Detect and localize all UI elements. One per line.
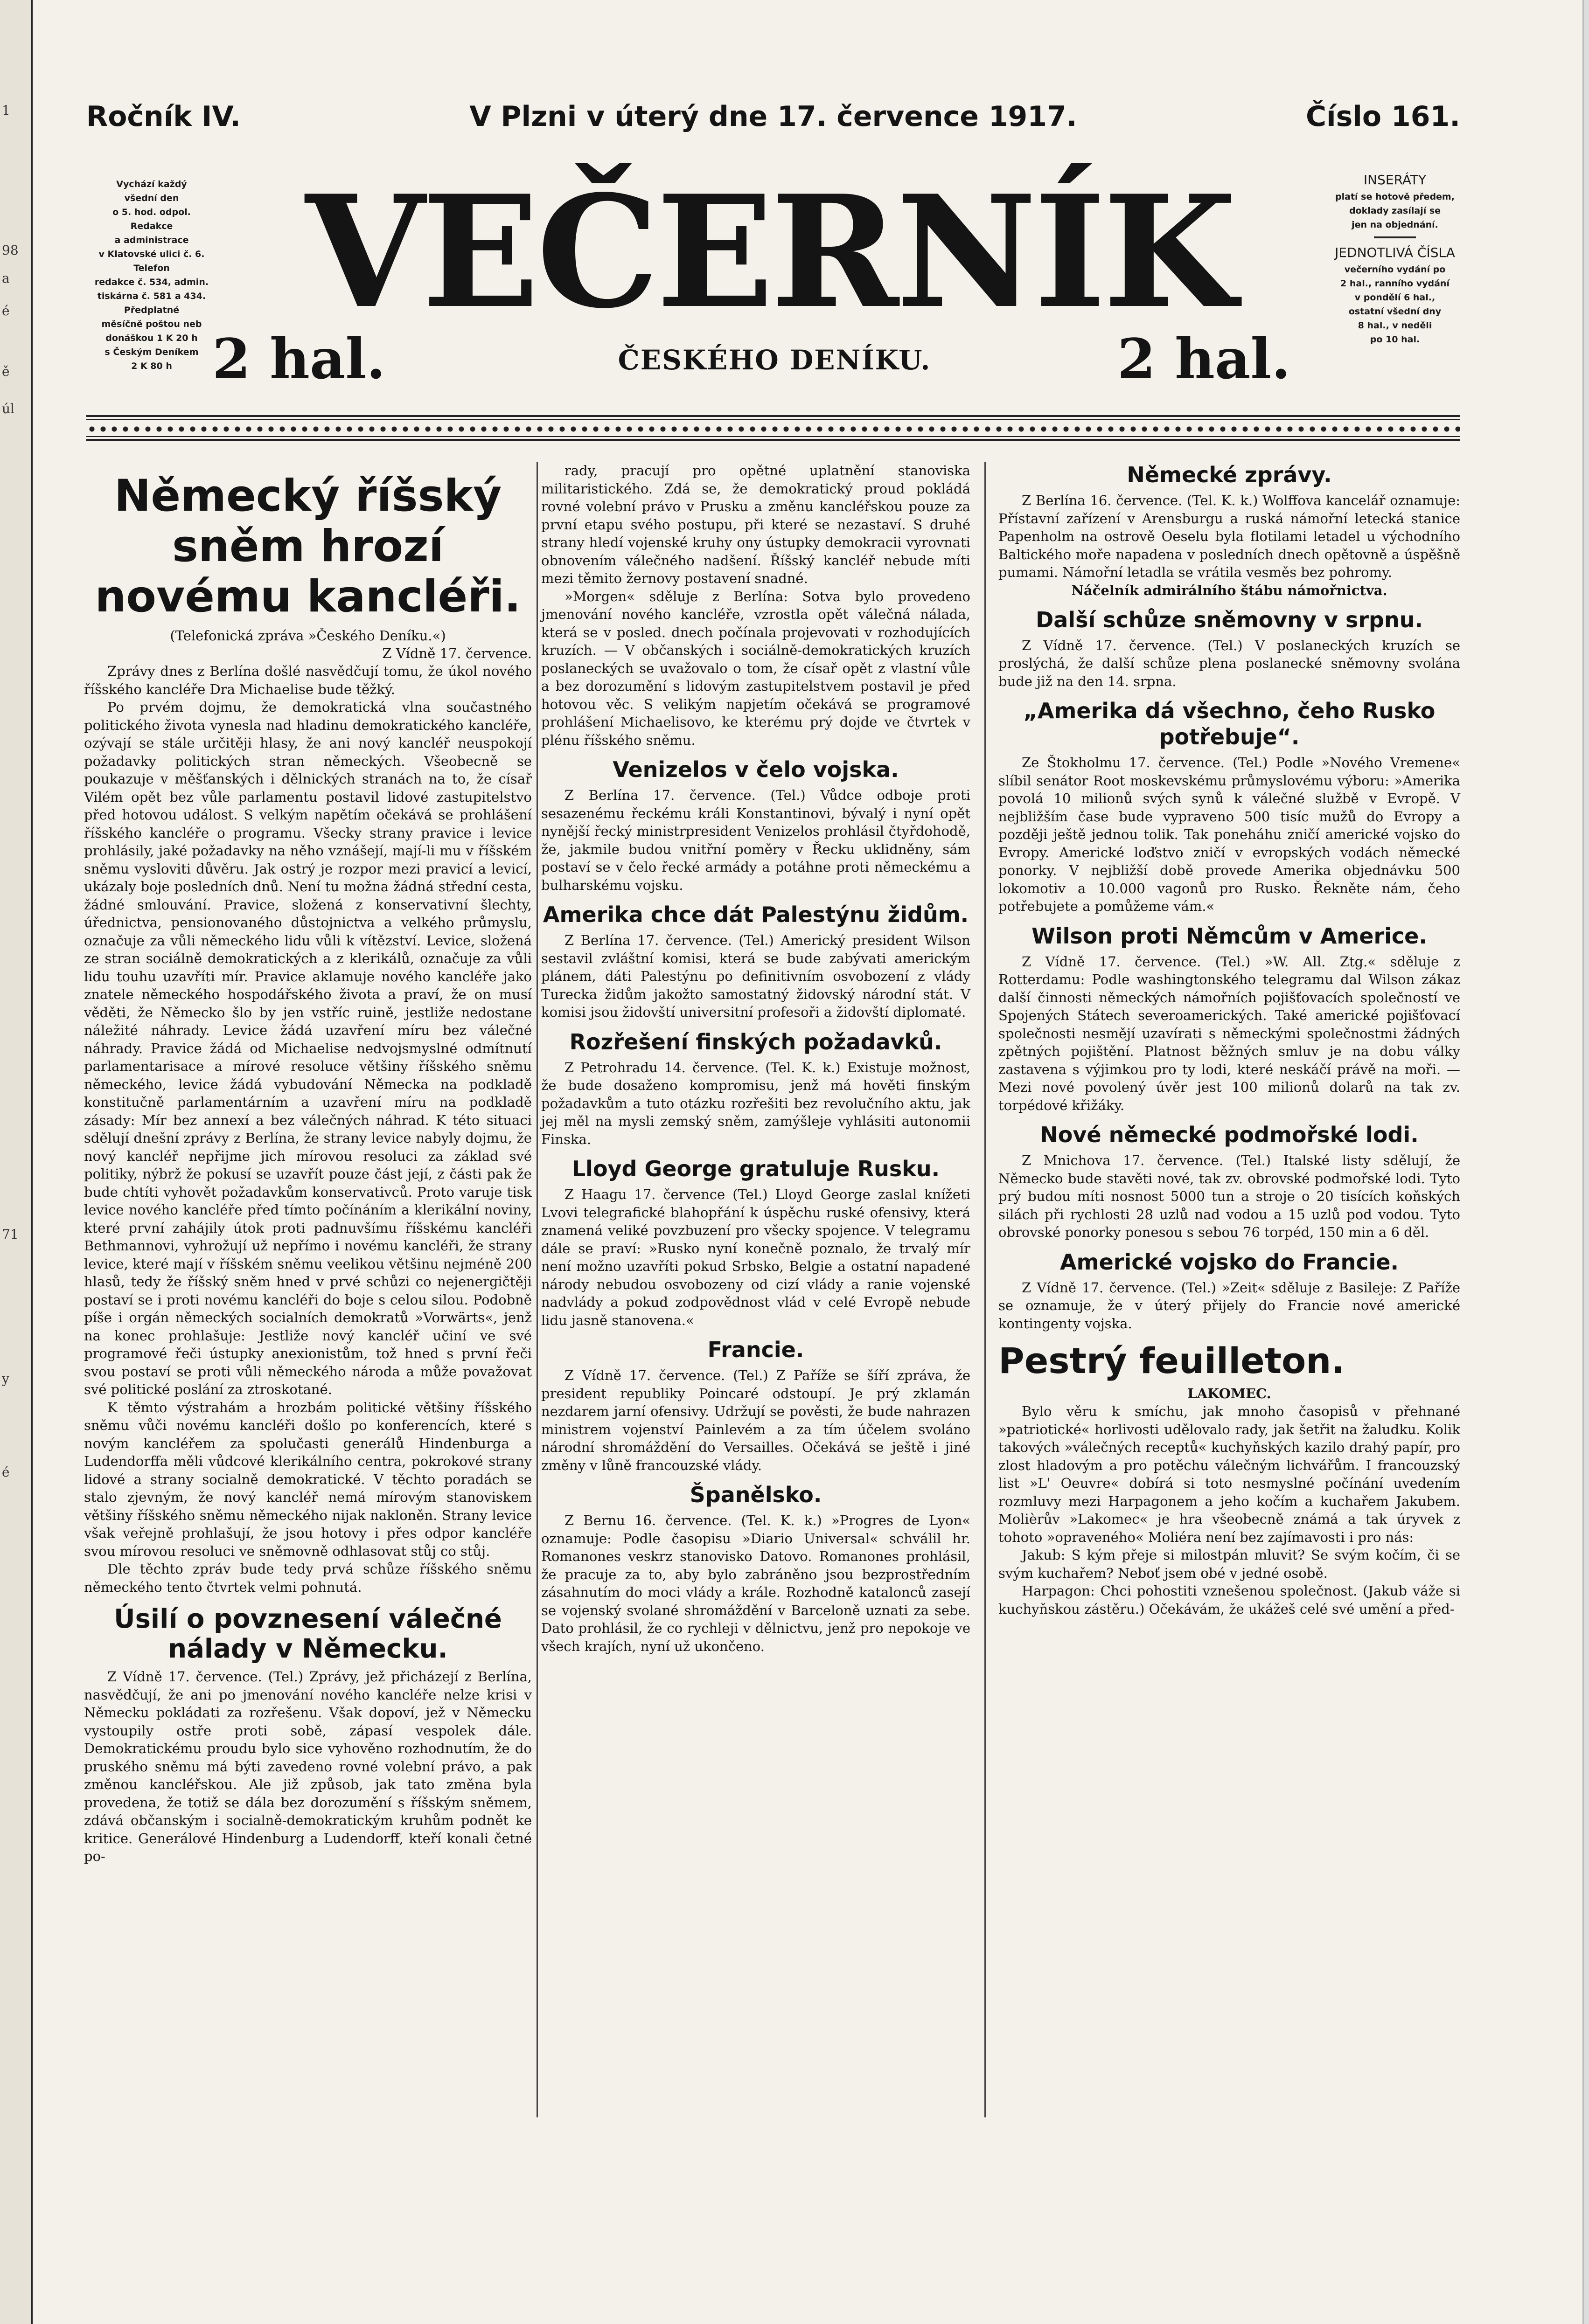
info-line: donáškou 1 K 20 h	[105, 333, 198, 343]
article-paragraph: Z Vídně 17. července. (Tel.) Z Paříže se šíří zpráva, že president republiky Poincaré odstoupí. Je prý zklamán nezdarem jarní ofensivy. Udržují se pověsti, že bude nahrazen ministrem vojenství Painlevém a za tím účelem svoláno národní shromáždění do Versailles. Očekává se ještě i jiné změny v lůně francouzské vlády.	[541, 1367, 970, 1473]
article-headline: Francie.	[707, 1337, 804, 1362]
info-heading: JEDNOTLIVÁ ČÍSLA	[1335, 245, 1455, 260]
article-headline: Wilson proti Němcům v Americe.	[1031, 923, 1427, 949]
margin-fragment: a	[2, 271, 10, 286]
margin-fragment: ě	[2, 364, 10, 379]
article-paragraph: Bylo věru k smíchu, jak mnoho časopisů v přehnané »patriotické« horlivosti udělovalo rady, jak šetřit na žaludku. Kolik takových »válečných receptů« kuchyňských kazilo drahý papír, pro zlost hladovým a pro potěchu válečným lichvářům. I francouzský list »L' Oeuvre« dobírá si toto nesmyslné počínání uvedením rozmluvy mezi Harpagonem a jeho kočím a kuchařem Jakubem. Molièrův »Lakomec« je hra všeobecně známá a tak úryvek z tohoto »opraveného« Moliéra není bez zajímavosti i pro nás:	[998, 1403, 1460, 1545]
article-headline: Nové německé podmořské lodi.	[1040, 1122, 1419, 1147]
volume-number: Ročník IV.	[86, 100, 241, 133]
article-source: (Telefonická zpráva »Českého Deníku.«)	[170, 628, 446, 644]
adjacent-page-edge	[0, 0, 33, 2324]
article-paragraph: Z Bernu 16. července. (Tel. K. k.) »Progres de Lyon« oznamuje: Podle časopisu »Diario Universal« schválil hr. Romanones veskrz stanovisko Datovo. Romanones prohlásil, že pracuje za to, aby bylo zabráněno jsou bezprostředním zásahnutím do moci vlády a krále. Rozhodně katalonců zasejí se vojenský svolané shromáždění v Barceloně uznati za sebe. Dato prohlásil, že co rychleji v dělnictvu, jenž pro nepokoje ve všech krajích, nyní už ukončeno.	[541, 1512, 970, 1654]
newspaper-subtitle: ČESKÉHO DENÍKU.	[618, 344, 931, 376]
info-line: redakce č. 534, admin.	[94, 277, 209, 287]
article-paragraph: Z Vídně 17. července. (Tel.) V poslaneckých kruzích se proslýchá, že další schůze plena poslanecké sněmovny svolána bude již na den 14. srpna.	[998, 637, 1460, 689]
feuilleton-subtitle: LAKOMEC.	[1187, 1386, 1271, 1401]
info-line: tiskárna č. 581 a 434.	[97, 291, 206, 301]
article-paragraph: Z Berlína 16. července. (Tel. K. k.) Wolffova kancelář oznamuje: Přístavní zařízení v Arensburgu a ruská námořní letecká stanice Papenholm na ostrově Oeselu byla flotilami letadel u východního Baltického moře napadena v posledních dnech opětovně a úspěšně pumami. Námořní letadla se vrátila vesměs bez pohromy.	[998, 493, 1460, 580]
info-line: 2 K 80 h	[131, 361, 172, 371]
column-2	[541, 462, 970, 1655]
masthead-rule	[86, 415, 1460, 420]
article-paragraph: Z Vídně 17. července. (Tel.) »Zeit« sděluje z Basileje: Z Paříže se oznamuje, že v úterý přijely do Francie nové americké kontingenty vojska.	[998, 1279, 1460, 1332]
lead-headline: Německý říšský sněm hrozí novému kancléři.	[95, 471, 521, 622]
article-paragraph: rady, pracují pro opětné uplatnění stanoviska militaristického. Zdá se, že demokratický proud pokládá rovné volební právo v Prusku a změnu kancléřskou pouze za první etapu svého postupu, při které se nezastaví. S druhé strany hledí vojenské kruhy ony ústupky demokracii vyrovnati obnovením válečného nadšení. Říšský kancléř nebude míti mezi těmito žernovy postavení snadné.	[541, 463, 970, 586]
column-divider	[537, 462, 538, 2117]
article-dateline: Z Vídně 17. července.	[382, 645, 532, 661]
advert-info-box	[1327, 170, 1463, 347]
issue-date: V Plzni v úterý dne 17. července 1917.	[469, 100, 1077, 133]
info-heading: INSERÁTY	[1363, 172, 1427, 187]
info-line: doklady zasílají se	[1349, 206, 1441, 216]
article-headline: Americké vojsko do Francie.	[1060, 1249, 1399, 1275]
article-headline: Další schůze sněmovny v srpnu.	[1036, 607, 1423, 632]
info-line: 2 hal., ranního vydání	[1340, 278, 1450, 289]
article-headline: Venizelos v čelo vojska.	[613, 757, 899, 782]
info-line: a administrace	[114, 235, 189, 245]
feuilleton-title: Pestrý feuilleton.	[998, 1340, 1345, 1381]
info-line: v Klatovské ulici č. 6.	[98, 249, 205, 259]
article-paragraph: »Morgen« sděluje z Berlína: Sotva bylo provedeno jmenování nového kancléře, vzrostla opět válečná nálada, která se v posled. dnech počínala projevovati v rozhodujících kruzích. — V občanských i sociálně-demokratických kruzích poslaneckých se uvažovalo o tom, že císař opět z vlastní vůle a bez dorozumění s lidovým zastupitelstvem postavil je před hotovou věc. S velikým napjetím očekává se programové prohlášení Michaelisovo, ke kterému prý dojde ve čtvrtek v plénu říšského sněmu.	[541, 588, 970, 748]
masthead-topline	[86, 100, 1460, 133]
article-headline: Amerika chce dát Palestýnu židům.	[543, 902, 969, 927]
ornament-border	[86, 422, 1460, 436]
margin-fragment: úl	[2, 401, 14, 416]
info-line: o 5. hod. odpol.	[112, 207, 191, 217]
info-line: večerního vydání po	[1344, 264, 1446, 275]
price-left: 2 hal.	[212, 326, 386, 391]
article-paragraph: Zprávy dnes z Berlína došlé nasvědčují tomu, že úkol nového říšského kancléře Dra Michaelise bude těžký.	[84, 663, 532, 697]
margin-fragment: é	[2, 1464, 10, 1480]
margin-fragment: 71	[2, 1227, 19, 1242]
info-line: Redakce	[130, 221, 173, 231]
margin-fragment: é	[2, 303, 10, 319]
column-divider	[984, 462, 986, 2117]
margin-fragment: y	[2, 1371, 9, 1387]
article-paragraph: K těmto výstrahám a hrozbám politické většiny říšského sněmu vůči novému kancléři došlo po konferencích, které s novým kancléřem za spolučasti generálů Hindenburga a Ludendorffa měli vůdcové klerikálního centra, pokrokové strany lidové a strany socialně demokratické. V těchto poradách se stalo zjevným, že nový kancléř nemá mírovým stanoviskem většiny říšského sněmu německého nijak nakloněn. Strany levice však veřejně prohlašují, že jsou hotovy i přes odpor kancléře svou mírovou resoluci ve sněmovně odhlasovat stůj co stůj.	[84, 1399, 532, 1559]
article-paragraph: Z Berlína 17. července. (Tel.) Americký president Wilson sestavil zvláštní komisi, která se bude zabývati americkým plánem, dáti Palestýnu po definitivním osvobození z vlády Turecka židům jakožto samostatný židovský národní stát. V komisi jsou židovští universitní profesoři a židovští diplomaté.	[541, 932, 970, 1020]
article-paragraph: Po prvém dojmu, že demokratická vlna součastného politického života vynesla nad hladinu demokratického kancléře, ozývají se stále určitěji hlasy, že ani nový kancléř neuspokojí požadavky politických stran německých. Všeobecně se poukazuje v měšťanských i dělnických stranách na to, že císař Vilém opět bez vůle parlamentu postavil lidové zastupitelstvo před hotovou událost. S velkým napětím očekává se prohlášení říšského kancléře o programu. Všecky strany pravice i levice prohlásily, jaké požadavky na něho vznášejí, mají-li mu v říšském sněmu vysloviti důvěru. Jak ostrý je rozpor mezi pravicí a levicí, ukázaly boje posledních dnů. Není tu možna žádná střední cesta, žádné smlouvání. Pravice, složená z konservativní šlechty, úřednictva, pensionovaného důstojnictva a velkého průmyslu, označuje za vůli německého lidu vůli k vítězství. Levice, složená ze stran sociálně demokratických a z klerikálů, označuje za vůli lidu touhu uzavříti mír. Pravice aklamuje nového kancléře jako znatele německého hospodářského života a praví, že on musí věděti, že Německo šlo by jen vstříc ruině, jestliže nedostane náležité náhrady. Levice žádá uzavření míru bez válečné náhrady. Pravice žádá od Michaelise nedvojsmyslné odmítnutí parlamentarisace a mírové resoluce většiny říšského sněmu německého, levice žádá vybudování Německa na podkladě konstitučně parlamentárním a uzavření míru na podkladě zásady: Mír bez annexí a bez válečných náhrad. K této situaci sdělují dnešní zprávy z Berlína, že strany levice nabyly dojmu, že nový kancléř nepřijme jich mírovou resoluci za základ své politiky, nýbrž že pokusí se uzavřít pouze část její, z části pak že bude chtíti vyhovět požadavkům konservativců. Proto varuje tisk levice nového kancléře před tímto počínáním a klerikální noviny, které první zahájily útok proti padnuvšímu říšskému kancléři Bethmannovi, vyhrožují už nepřímo i novému kancléři, že strany levice, které mají v říšském sněmu veelikou většinu nejméně 200 hlasů, tedy že říšský sněm hned v prvé schůzi co nejenergičtěji postaví se i proti novému kancléři do boje s celou silou. Podobně píše i orgán německých socialních demokratů »Vorwärts«, jenž na konec prohlašuje: Jestliže nový kancléř učiní ve své programové řeči ústupky anexionistům, tož hned s první řeči svou postaví se proti vůli německého národa a může považovat své politické poslání za ztroskotané.	[84, 699, 532, 1397]
page-right-edge	[1582, 0, 1589, 2324]
divider	[1374, 236, 1416, 238]
article-signature: Náčelník admirálního štábu námořnictva.	[1071, 582, 1387, 598]
info-line: Předplatné	[124, 305, 180, 315]
article-paragraph: Z Mnichova 17. července. (Tel.) Italské listy sdělují, že Německo bude stavěti nové, tak zv. obrovské podmořské lodi. Tyto prý budou míti nosnost 5000 tun a stroje o 20 tisících koňských silách při rychlosti 28 uzlů nad vodou a 15 uzlů pod vodou. Tyto obrovské ponorky ponesou s sebou 76 torpéd, 150 min a 6 děl.	[998, 1152, 1460, 1240]
margin-fragment: 1	[2, 103, 10, 118]
newspaper-title: VEČERNÍK	[305, 161, 1234, 342]
article-paragraph: Jakub: S kým přeje si milostpán mluvit? Se svým kočím, či se svým kuchařem? Neboť jsem obé v jedné osobě.	[998, 1547, 1460, 1581]
info-line: Vychází každý	[116, 179, 187, 189]
info-line: jen na objednání.	[1352, 220, 1438, 230]
info-line: měsíčně poštou neb	[101, 319, 202, 329]
info-line: Telefon	[133, 263, 170, 273]
info-line: ostatní všední dny	[1348, 306, 1442, 317]
margin-fragment: 98	[2, 243, 19, 258]
article-paragraph: Z Berlína 17. července. (Tel.) Vůdce odboje proti sesazenému řeckému králi Konstantinovi, bývalý i nyní opět nynější řecký ministrpresident Venizelos prohlásil čtyřdohodě, že, jakmile budou vnitřní poměry v Řecku uklidněny, sám postaví se v čelo řecké armády a potáhne proti německému a bulharskému vojsku.	[541, 787, 970, 893]
article-headline: Rozřešení finských požadavků.	[569, 1029, 942, 1054]
info-line: platí se hotově předem,	[1335, 192, 1455, 202]
column-3	[998, 462, 1460, 1618]
column-1	[84, 462, 532, 1866]
price-right: 2 hal.	[1117, 326, 1291, 391]
info-line: v pondělí 6 hal.,	[1354, 292, 1436, 303]
info-line: 8 hal., v neděli	[1358, 320, 1432, 331]
article-headline: Úsilí o povznesení válečné nálady v Německu.	[114, 1604, 502, 1664]
article-headline: Lloyd George gratuluje Rusku.	[571, 1156, 940, 1181]
article-paragraph: Harpagon: Chci pohostiti vznešenou společnost. (Jakub váže si kuchyňskou zástěru.) Očekávám, že ukážeš celé své umění a před-	[998, 1583, 1460, 1617]
info-line: všední den	[124, 193, 179, 203]
article-headline: Španělsko.	[690, 1482, 822, 1507]
publication-info-box	[86, 177, 217, 373]
masthead-rule	[86, 436, 1460, 441]
issue-number: Číslo 161.	[1305, 100, 1460, 133]
article-headline: „Amerika dá všechno, čeho Rusko potřebuje“.	[1023, 698, 1436, 749]
article-headline: Německé zprávy.	[1127, 462, 1332, 487]
article-paragraph: Ze Štokholmu 17. července. (Tel.) Podle »Nového Vremene« slíbil senátor Root moskevskému průmyslovému výboru: »Amerika povolá 10 milionů svých synů k válečné službě v Evropě. V nejbližším čase bude vypraveno 500 tisíc mužů do Evropy a později ještě jednou tolik. Tak poneháhu zničí americké vojsko do Evropy. Americké loďstvo zničí v evropských vodách německé ponorky. V nejbližší době provede Amerika objednávku 500 lokomotiv a 10.000 vagonů pro Rusko. Řekněte nám, čeho potřebujete a pomůžeme vám.«	[998, 755, 1460, 914]
article-paragraph: Z Vídně 17. července. (Tel.) »W. All. Ztg.« sděluje z Rotterdamu: Podle washingtonského telegramu dal Wilson zákaz další činnosti německých námořních pojišťovacích společností ve Spojených Státech severoamerických. Také americké pojišťovací společnosti nesmějí uzavírati s německými společnostmi žádných zpětných pojištění. Platnost běžných smluv je na dobu války zastavena s výjimkou pro ty lodi, které neskáčí právě na moři. — Mezi nové povolený úvěr jest 100 milionů dolarů na tak zv. torpédové křižáky.	[998, 953, 1460, 1113]
info-line: s Českým Deníkem	[105, 347, 199, 357]
article-paragraph: Z Vídně 17. července. (Tel.) Zprávy, jež přicházejí z Berlína, nasvědčují, že ani po jmenování nového kancléře nelze krisi v Německu pokládati za rozřešenu. Však dopoví, jež v Německu vystoupily ostře proti sobě, zápasí vespolek dále. Demokratickému proudu bylo sice vyhověno rozhodnutím, že do pruského sněmu má býti zavedeno rovné volební právo, a pak změnou kancléřskou. Ale již způsob, jak tato změna byla provedena, že totiž se dála bez dorozumění s říšským sněmem, zdává občanským i socialně-demokratickým kruhům podnět ke kritice. Generálové Hindenburg a Ludendorff, kteří konali četné po-	[84, 1669, 532, 1864]
article-paragraph: Dle těchto zpráv bude tedy prvá schůze říšského sněmu německého tento čtvrtek velmi pohnutá.	[84, 1561, 532, 1595]
info-line: po 10 hal.	[1370, 334, 1420, 345]
article-paragraph: Z Haagu 17. července (Tel.) Lloyd George zaslal knížeti Lvovi telegrafické blahopřání k úspěchu ruské ofensivy, která znamená veliké povzbuzení pro všecky spojence. V telegramu dále se praví: »Rusko nyní konečně poznalo, že trvalý mír není možno uzavříti pokud Srbsko, Belgie a ostatní napadené národy nebudou osvobozeny od cizí vlády a ranie vojenské nadvlády a pokud zodpovědnost vlád v celé Evropě nebude lidu jasně stanovena.«	[541, 1186, 970, 1328]
article-paragraph: Z Petrohradu 14. července. (Tel. K. k.) Existuje možnost, že bude dosaženo kompromisu, jenž má hověti finským požadavkům a tuto otázku rozřešiti bez revolučního aktu, jak jej měl na mysli zemský sněm, zamýšleje vyhlásiti autonomii Finska.	[541, 1059, 970, 1147]
